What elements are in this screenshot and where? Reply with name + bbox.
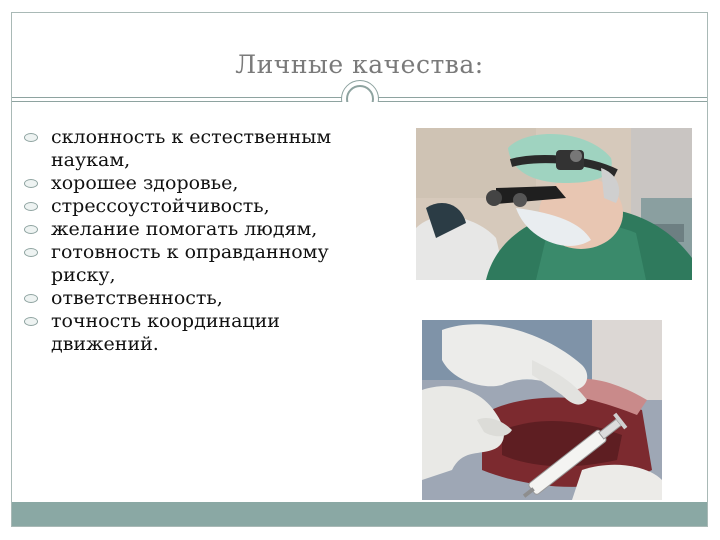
surgeon-illustration	[416, 128, 692, 280]
bullet-icon	[24, 248, 38, 257]
bullet-icon	[24, 225, 38, 234]
footer-band	[12, 502, 707, 526]
bullet-icon	[24, 133, 38, 142]
bullet-text: желание помогать людям,	[51, 218, 318, 240]
bullet-item	[20, 310, 390, 356]
bullet-icon	[24, 202, 38, 211]
bullet-item	[20, 126, 390, 172]
bullet-item	[20, 287, 390, 310]
bullet-list	[20, 126, 390, 356]
slide-title: Личные качества:	[235, 50, 484, 79]
bullet-item	[20, 195, 390, 218]
bullet-icon	[24, 294, 38, 303]
bullet-icon	[24, 179, 38, 188]
bullet-item	[20, 241, 390, 287]
bullet-text: готовность к оправданному риску,	[51, 241, 329, 286]
bullet-text: точность координации движений.	[51, 310, 280, 355]
bullet-item	[20, 172, 390, 195]
bullet-icon	[24, 317, 38, 326]
bullet-item	[20, 218, 390, 241]
bullet-text: хорошее здоровье,	[51, 172, 239, 194]
bullet-text: стрессоустойчивость,	[51, 195, 270, 217]
bullet-text: склонность к естественным наукам,	[51, 126, 332, 171]
surgery-hands-photo	[422, 320, 662, 500]
bullet-text: ответственность,	[51, 287, 223, 309]
surgery-hands-illustration	[422, 320, 662, 500]
surgeon-photo	[416, 128, 692, 280]
